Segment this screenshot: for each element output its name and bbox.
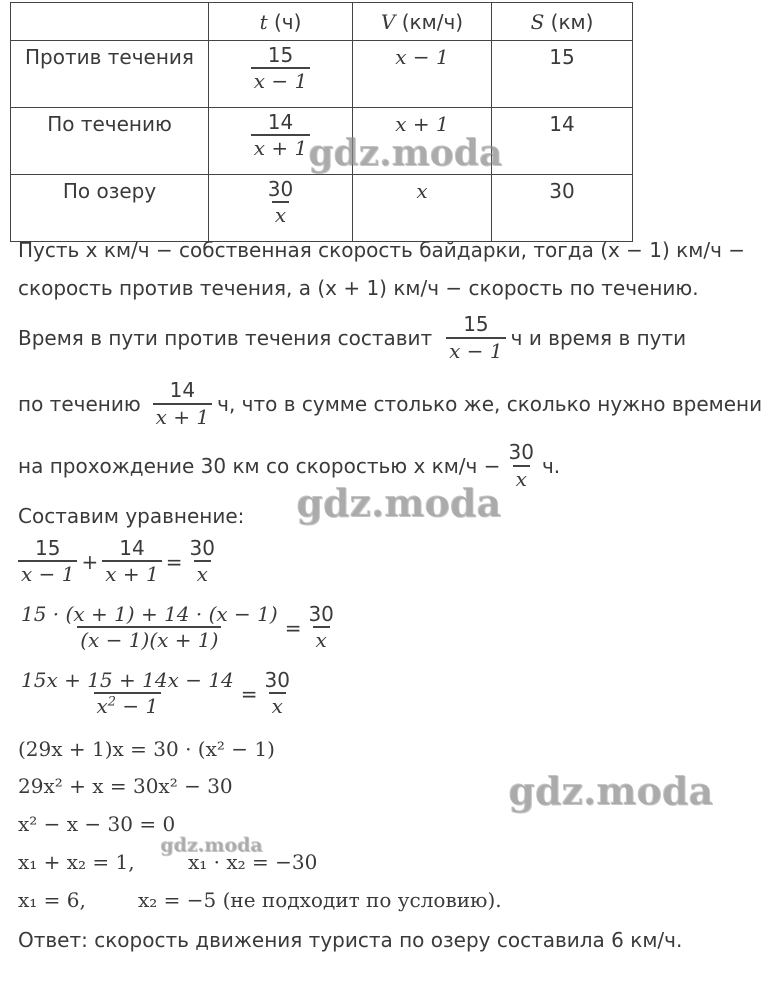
equation-1: $\frac{15}{x - 1}$ + $\frac{14}{x + 1}$ = $\frac{30}{x}$ — [18, 536, 218, 587]
vieta-sum: x₁ + x₂ = 1, — [18, 850, 135, 874]
data-table — [10, 2, 633, 242]
watermark: gdz.moda — [296, 480, 501, 525]
time-fraction: $\frac{14}{x + 1}$ — [251, 110, 310, 161]
speed-value: x + 1 — [395, 112, 449, 136]
fraction-upstream: $\frac{15}{x - 1}$ — [446, 312, 505, 364]
fraction-lake: $\frac{30}{x}$ — [508, 440, 534, 491]
vieta-product: x₁ · x₂ = −30 — [188, 850, 318, 874]
equation-2: $\frac{15 \cdot (x + 1) + 14 \cdot (x - 1)}{(x - 1)(x + 1)}$ = $\frac{30}{x}$ — [21, 602, 334, 652]
text-line-1: Пусть x км/ч − собственная скорость байдарки, тогда (x − 1) км/ч − — [18, 238, 746, 262]
watermark: gdz.moda — [160, 834, 263, 856]
table-header-row — [11, 3, 633, 41]
text-line-2: скорость против течения, а (x + 1) км/ч − скорость по течению. — [18, 276, 699, 300]
speed-value: x — [416, 179, 428, 203]
fraction-downstream: $\frac{14}{x + 1}$ — [153, 378, 212, 430]
header-distance: S (км) — [492, 3, 633, 41]
root-2: x₂ = −5 (не подходит по условию). — [138, 888, 502, 912]
time-fraction: $\frac{15}{x - 1}$ — [251, 43, 310, 94]
time-fraction: $\frac{30}{x}$ — [267, 177, 294, 227]
table-row — [11, 41, 633, 108]
watermark: gdz.moda — [308, 132, 502, 174]
speed-value: x − 1 — [395, 45, 449, 69]
distance-value: 14 — [549, 112, 575, 136]
watermark: gdz.moda — [508, 768, 713, 813]
answer-line: Ответ: скорость движения туриста по озеру составила 6 км/ч. — [18, 928, 683, 952]
distance-value: 30 — [549, 179, 575, 203]
text-line-3: Время в пути против течения составит $\frac{15}{x - 1}$ ч и время в пути — [18, 312, 687, 363]
header-speed: V (км/ч) — [353, 3, 492, 41]
equation-6: x² − x − 30 = 0 — [18, 812, 176, 836]
table-row — [11, 175, 633, 242]
row-label: По озеру — [62, 179, 157, 203]
equation-3: $\frac{15x + 15 + 14x - 14}{x^2 - 1}$ = $\frac{30}{x}$ — [21, 668, 290, 718]
compose-label: Составим уравнение: — [18, 504, 245, 528]
header-time: t (ч) — [209, 3, 353, 41]
text-line-4: по течению $\frac{14}{x + 1}$ ч, что в сумме столько же, сколько нужно времени — [18, 378, 763, 429]
text-line-5: на прохождение 30 км со скоростью x км/ч − $\frac{30}{x}$ ч. — [18, 440, 561, 491]
header-empty-cell — [11, 3, 209, 41]
row-label: Против течения — [25, 45, 194, 69]
row-label: По течению — [47, 112, 172, 136]
equation-5: 29x² + x = 30x² − 30 — [18, 774, 233, 798]
distance-value: 15 — [549, 45, 575, 69]
equation-4: (29x + 1)x = 30 · (x² − 1) — [18, 737, 275, 761]
root-1: x₁ = 6, — [18, 888, 86, 912]
